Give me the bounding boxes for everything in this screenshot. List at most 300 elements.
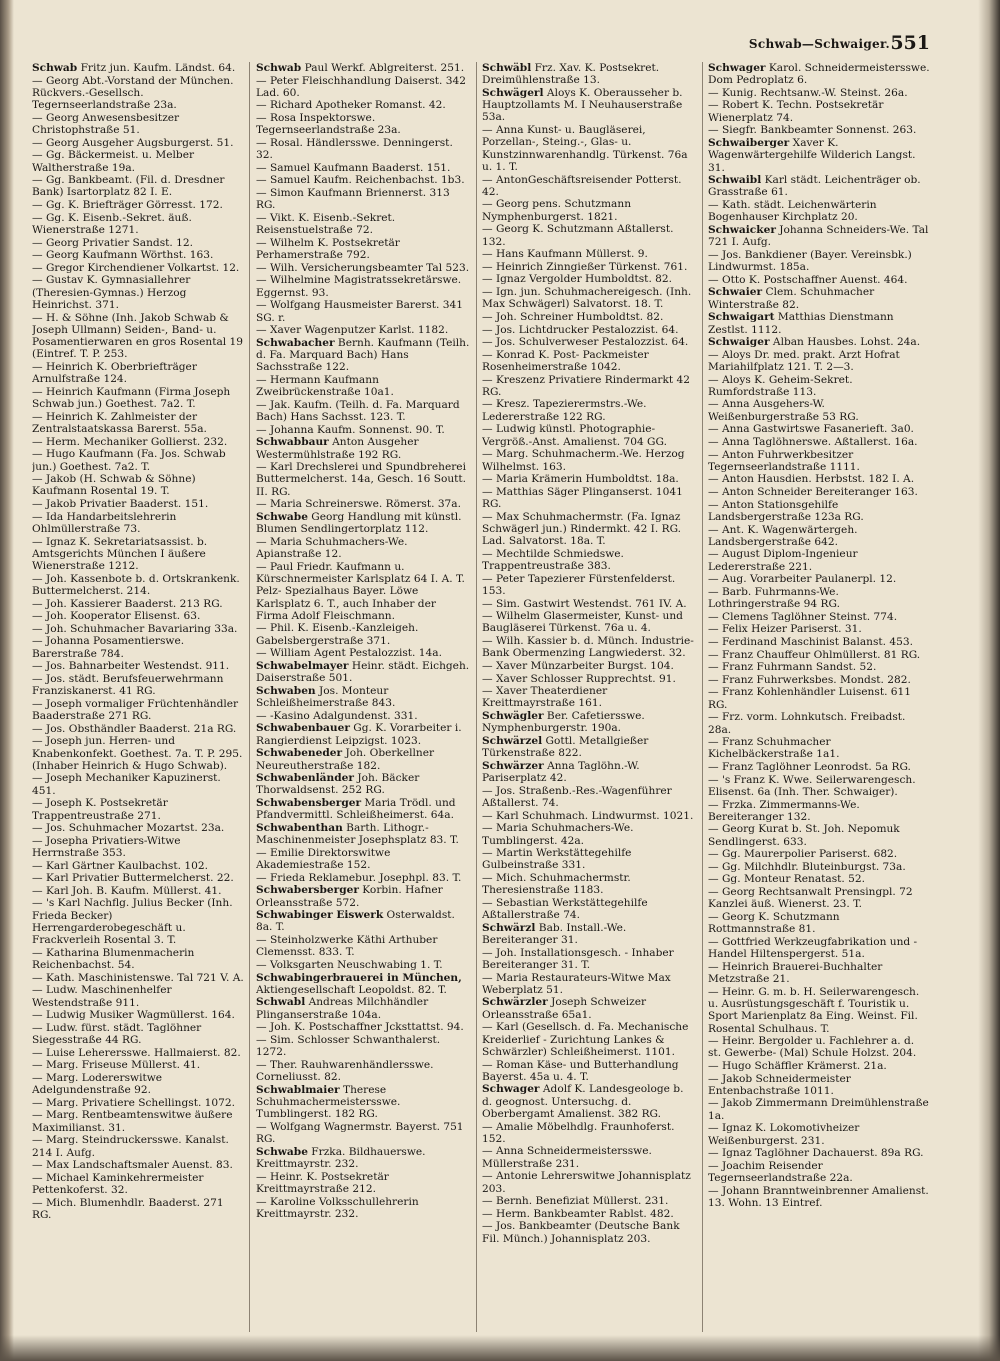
entry-text: — Joachim Reisender Tegernseerlandstraße 22a. bbox=[708, 1159, 853, 1185]
entry-text: Anna Taglöhn.-W. Pariserplatz 42. bbox=[482, 759, 640, 785]
directory-entry bbox=[32, 1097, 244, 1109]
entry-text: — Georg Anwesensbesitzer Christophstraße 51. bbox=[32, 111, 180, 137]
entry-text: — Kath. Maschinistenswe. Tal 721 V. A. bbox=[32, 971, 244, 984]
entry-text: — Rosa Inspektorswe. Tegernseerlandstraße 23a. bbox=[256, 112, 401, 137]
entry-text: — Xaver Wagenputzer Karlst. 1182. bbox=[256, 324, 449, 337]
directory-entry bbox=[32, 1059, 244, 1071]
entry-text: Gg. K. Vorarbeiter i. Rangierdienst Leipzigst. 1023. bbox=[256, 722, 462, 747]
entry-text: — August Diplom-Ingenieur Ledererstraße 221. bbox=[708, 548, 858, 573]
directory-entry bbox=[482, 947, 696, 972]
entry-text: Karol. Schneidermeistersswe. Dom Pedroplatz 6. bbox=[708, 62, 930, 87]
entry-text: — Bernh. Benefiziat Müllerst. 231. bbox=[482, 1195, 669, 1208]
entry-text: — -Kasino Adalgundenst. 331. bbox=[256, 709, 418, 722]
entry-text: — Joh. Schuhmacher Bavariaring 33a. bbox=[32, 622, 238, 635]
directory-entry-head bbox=[256, 909, 470, 934]
entry-text: — Georg K. Schutzmann Aßtallerst. 132. bbox=[482, 223, 674, 248]
entry-text: — Kunig. Rechtsanw.-W. Steinst. 26a. bbox=[708, 86, 908, 99]
entry-text: Jos. Monteur Schleißheimerstraße 843. bbox=[256, 684, 396, 710]
entry-text: — Josepha Privatiers-Witwe Herrnstraße 353. bbox=[32, 834, 181, 860]
directory-entry bbox=[708, 436, 930, 448]
entry-text: — Karl Joh. B. Kaufm. Müllerst. 41. bbox=[32, 884, 222, 897]
entry-surname: Schwärzel bbox=[482, 734, 543, 747]
directory-entry bbox=[482, 1145, 696, 1170]
directory-entry bbox=[708, 249, 930, 274]
entry-text: — Gottfried Werkzeugfabrikation und -Handel Hiltenspergerst. 51a. bbox=[708, 935, 918, 961]
page-gutter-shadow bbox=[0, 0, 14, 1361]
directory-entry-head bbox=[482, 1083, 696, 1120]
entry-text: — Georg Rechtsanwalt Prensingpl. 72 Kanzlei äuß. Wienerst. 23. T. bbox=[708, 886, 913, 911]
directory-entry bbox=[32, 573, 244, 598]
entry-text: — Jos. Obsthändler Baaderst. 21a RG. bbox=[32, 722, 237, 735]
entry-text: — Joh. Kooperator Elisenst. 63. bbox=[32, 610, 201, 623]
directory-entry bbox=[482, 223, 696, 248]
entry-text: — Ludw. Maschinenhelfer Westendstraße 911. bbox=[32, 984, 172, 1009]
entry-text: Heinr. städt. Eichgeh. Daiserstraße 501. bbox=[256, 659, 470, 685]
entry-text: — Georg Kaufmann Wörthst. 163. bbox=[32, 249, 214, 262]
entry-text: Fritz jun. Kaufm. Ländst. 64. bbox=[77, 62, 236, 74]
entry-text: — Georg Kurat b. St. Joh. Nepomuk Sendlingerst. 633. bbox=[708, 823, 900, 848]
directory-entry-head bbox=[256, 972, 470, 997]
directory-entry bbox=[708, 1035, 930, 1060]
entry-text: — Ignaz Taglöhner Dachauerst. 89a RG. bbox=[708, 1147, 924, 1160]
directory-entry bbox=[482, 286, 696, 311]
directory-entry bbox=[482, 349, 696, 374]
entry-text: — Robert K. Techn. Postsekretär Wienerplatz 74. bbox=[708, 99, 884, 124]
entry-surname: Schwabe bbox=[256, 1145, 308, 1158]
entry-text: Ber. Cafetiersswe. Nymphenburgerstr. 190a. bbox=[482, 710, 645, 735]
entry-text: — Marg. Privatiere Schellingst. 1072. bbox=[32, 1096, 236, 1109]
entry-surname: Schwaibl bbox=[708, 174, 762, 187]
entry-text: — Ludwig künstl. Photographie-Vergröß.-Anst. Amalienst. 704 GG. bbox=[482, 423, 667, 448]
directory-entry-head bbox=[482, 922, 696, 947]
entry-text: — Aloys Dr. med. prakt. Arzt Hofrat Mariahilfplatz 121. T. 2—3. bbox=[708, 348, 900, 373]
entry-text: Bab. Install.-We. Bereiteranger 31. bbox=[482, 921, 627, 947]
entry-text: Therese Schuhmachermeistersswe. Tumblingerst. 182 RG. bbox=[256, 1083, 401, 1121]
entry-surname: Schwabersberger bbox=[256, 884, 359, 897]
directory-entry-head bbox=[256, 996, 470, 1021]
directory-entry bbox=[32, 473, 244, 498]
entry-text: — Sim. Schlosser Schwanthalerst. 1272. bbox=[256, 1033, 441, 1059]
entry-text: — 's Karl Nachflg. Julius Becker (Inh. Frieda Becker) Herrengarderobegeschäft u. Frackverleih Rosental 3. T. bbox=[32, 897, 233, 947]
directory-entry bbox=[482, 810, 696, 822]
entry-text: Frzka. Bildhauerswe. Kreittmayrstr. 232. bbox=[256, 1145, 426, 1171]
entry-text: — Heinrich Brauerei-Buchhalter Metzstraße 21. bbox=[708, 960, 883, 986]
entry-text: — Wolfgang Hausmeister Barerst. 341 SG. r. bbox=[256, 299, 463, 324]
entry-text: Alban Hausbes. Lohst. 24a. bbox=[769, 336, 921, 349]
entry-text: — H. & Söhne (Inh. Jakob Schwab & Joseph Ullmann) Seiden-, Band- u. Posamentierwaren en gros Rosental 19 (Eintref. T. P. 253. bbox=[32, 311, 244, 361]
directory-entry bbox=[708, 649, 930, 661]
directory-entry bbox=[256, 872, 470, 884]
directory-entry bbox=[482, 598, 696, 610]
directory-entry bbox=[32, 511, 244, 536]
entry-text: — Otto K. Postschaffner Auenst. 464. bbox=[708, 273, 908, 286]
directory-entry bbox=[256, 112, 470, 137]
entry-text: Joseph Schweizer Orleansstraße 65a1. bbox=[482, 996, 647, 1021]
entry-text: — Siegfr. Bankbeamter Sonnenst. 263. bbox=[708, 124, 917, 137]
entry-text: — Hugo Schäffler Krämerst. 21a. bbox=[708, 1060, 887, 1072]
entry-text: — Gg. K. Briefträger Görresst. 172. bbox=[32, 199, 223, 212]
entry-surname: Schwabingerbrauerei in München, bbox=[256, 971, 462, 984]
entry-text: — Marg. Rentbeamtenswitwe äußere Maximilianst. 31. bbox=[32, 1109, 233, 1134]
entry-surname: Schwaicker bbox=[708, 223, 776, 236]
entry-text: Barth. Lithogr.-Maschinenmeister Josephsplatz 83. T. bbox=[256, 821, 459, 847]
entry-text: — Maria Krämerin Humboldtst. 18a. bbox=[482, 473, 679, 486]
directory-entry bbox=[482, 1208, 696, 1220]
directory-entry bbox=[708, 524, 930, 549]
directory-entry bbox=[32, 972, 244, 984]
directory-entry-head bbox=[482, 87, 696, 124]
directory-entry bbox=[708, 799, 930, 824]
entry-text: — Karl Schuhmach. Lindwurmst. 1021. bbox=[482, 809, 694, 822]
directory-entry bbox=[256, 187, 470, 212]
directory-entry bbox=[708, 449, 930, 474]
entry-text: — Jos. Bankdiener (Bayer. Vereinsbk.) Lindwurmst. 185a. bbox=[708, 248, 912, 274]
directory-entry bbox=[482, 198, 696, 223]
directory-entry bbox=[708, 873, 930, 885]
entry-text: — Richard Apotheker Romanst. 42. bbox=[256, 99, 446, 112]
entry-text: — Gg. Monteur Renatast. 52. bbox=[708, 873, 866, 886]
entry-surname: Schwaben bbox=[256, 684, 316, 697]
directory-entry bbox=[256, 1121, 470, 1146]
directory-entry bbox=[708, 1122, 930, 1147]
entry-text: — Emilie Direktorswitwe Akademiestraße 152. bbox=[256, 846, 391, 872]
directory-entry bbox=[256, 1196, 470, 1221]
directory-entry bbox=[482, 822, 696, 847]
entry-text: Johanna Schneiders-We. Tal 721 I. Aufg. bbox=[708, 223, 929, 249]
directory-entry bbox=[32, 885, 244, 897]
directory-entry bbox=[708, 674, 930, 686]
entry-text: Xaver K. Wagenwärtergehilfe Wilderich Langst. 31. bbox=[708, 136, 916, 174]
directory-entry bbox=[32, 212, 244, 237]
entry-text: — Amalie Möbelhdlg. Fraunhoferst. 152. bbox=[482, 1120, 675, 1145]
entry-text: — Martin Werkstättegehilfe Gulbeinstraße 331. bbox=[482, 847, 632, 872]
directory-entry bbox=[32, 436, 244, 448]
directory-entry bbox=[708, 636, 930, 648]
entry-text: — Michael Kaminkehrermeister Pettenkoferst. 32. bbox=[32, 1171, 204, 1197]
page-edge-shadow bbox=[978, 0, 1000, 1361]
directory-entry bbox=[708, 1185, 930, 1210]
directory-entry bbox=[256, 461, 470, 498]
directory-entry bbox=[32, 673, 244, 698]
entry-text: — Marg. Schuhmacherm.-We. Herzog Wilhelmst. 163. bbox=[482, 448, 685, 473]
entry-text: — Ign. jun. Schuhmachereigesch. (Inh. Max Schwägerl) Salvatorst. 18. T. bbox=[482, 286, 692, 311]
directory-entry bbox=[32, 698, 244, 723]
directory-entry bbox=[256, 1059, 470, 1084]
entry-text: — Heinr. G. m. b. H. Seilerwarengesch. u. Ausrüstungsgeschäft f. Touristik u. Sport Marienplatz 8a Eing. Weinst. Fil. Rosental Schulhaus. T. bbox=[708, 985, 920, 1035]
directory-entry bbox=[482, 785, 696, 810]
directory-entry bbox=[482, 261, 696, 273]
directory-entry bbox=[708, 1097, 930, 1122]
entry-text: — Georg pens. Schutzmann Nymphenburgerst. 1821. bbox=[482, 198, 632, 223]
entry-text: — Franz Kohlenhändler Luisenst. 611 RG. bbox=[708, 686, 912, 711]
entry-text: — Gregor Kirchendiener Volkartst. 12. bbox=[32, 261, 240, 274]
directory-entry bbox=[708, 1147, 930, 1159]
entry-text: — Karl Gärtner Kaulbachst. 102. bbox=[32, 859, 208, 872]
directory-entry-head bbox=[256, 436, 470, 461]
entry-text: — Heinr. Bergolder u. Fachlehrer a. d. st. Gewerbe- (Mal) Schule Holzst. 204. bbox=[708, 1035, 917, 1060]
directory-entry bbox=[32, 822, 244, 834]
directory-entry-head bbox=[708, 137, 930, 174]
entry-text: — Ignaz K. Lokomotivheizer Weißenburgerst. 231. bbox=[708, 1122, 860, 1147]
entry-surname: Schwab bbox=[256, 62, 302, 74]
directory-entry bbox=[32, 723, 244, 735]
directory-entry bbox=[482, 473, 696, 485]
directory-entry-head bbox=[256, 660, 470, 685]
entry-surname: Schwäbl bbox=[482, 62, 532, 74]
entry-text: — Franz Taglöhner Leonrodst. 5a RG. bbox=[708, 761, 911, 774]
entry-text: — Ludw. fürst. städt. Taglöhner Siegesstraße 44 RG. bbox=[32, 1021, 202, 1047]
entry-text: — Maria Restaurateurs-Witwe Max Weberplatz 51. bbox=[482, 971, 671, 996]
entry-text: — Mich. Blumenhdlr. Baaderst. 271 RG. bbox=[32, 1196, 224, 1222]
entry-text: Anton Ausgeher Westermühlstraße 192 RG. bbox=[256, 436, 419, 461]
directory-entry-head bbox=[256, 1084, 470, 1121]
entry-text: — Franz Fuhrmann Sandst. 52. bbox=[708, 661, 877, 674]
entry-surname: Schwager bbox=[708, 62, 766, 74]
directory-entry bbox=[256, 561, 470, 622]
directory-entry bbox=[482, 486, 696, 511]
entry-text: — Matthias Säger Plinganserst. 1041 RG. bbox=[482, 485, 683, 511]
entry-text: — Joh. Kassierer Baaderst. 213 RG. bbox=[32, 597, 223, 610]
entry-text: — Johanna Posamentierswe. Barerstraße 784. bbox=[32, 635, 185, 660]
entry-text: — Ther. Rauhwarenhändlersswe. Corneliusst. 82. bbox=[256, 1058, 434, 1084]
directory-entry bbox=[708, 423, 930, 435]
entry-text: Clem. Schuhmacher Winterstraße 82. bbox=[708, 286, 875, 311]
directory-entry bbox=[256, 399, 470, 424]
entry-text: — Xaver Münzarbeiter Burgst. 104. bbox=[482, 659, 674, 672]
directory-entry bbox=[708, 499, 930, 524]
directory-entry bbox=[32, 1072, 244, 1097]
entry-text: — Karoline Volksschullehrerin Kreittmayrstr. 232. bbox=[256, 1195, 419, 1220]
entry-text: — Ludwig Musiker Wagmüllerst. 164. bbox=[32, 1009, 235, 1022]
entry-text: — Herm. Mechaniker Gollierst. 232. bbox=[32, 435, 228, 448]
directory-entry-head bbox=[708, 62, 930, 87]
directory-entry-head bbox=[708, 174, 930, 199]
entry-text: — Hans Kaufmann Müllerst. 9. bbox=[482, 248, 648, 261]
directory-entry bbox=[482, 673, 696, 685]
entry-text: — Heinrich K. Oberbriefträger Arnulfstraße 124. bbox=[32, 360, 197, 386]
directory-entry bbox=[482, 1220, 696, 1245]
directory-entry bbox=[708, 274, 930, 286]
entry-text: Karl städt. Leichenträger ob. Grasstraße 61. bbox=[708, 174, 921, 199]
entry-text: — Ignaz Vergolder Humboldtst. 82. bbox=[482, 273, 673, 286]
directory-entry bbox=[32, 112, 244, 137]
directory-entry bbox=[256, 1021, 470, 1033]
entry-text: — Ferdinand Maschinist Balanst. 453. bbox=[708, 635, 914, 648]
entry-surname: Schwabenthan bbox=[256, 821, 343, 834]
directory-entry bbox=[708, 986, 930, 1035]
entry-text: Maria Trödl. und Pfandvermittl. Schleißheimerst. 64a. bbox=[256, 797, 456, 822]
entry-text: — Jos. Schulverweser Pestalozzist. 64. bbox=[482, 336, 689, 349]
entry-text: — Johanna Kaufm. Sonnenst. 90. T. bbox=[256, 423, 445, 436]
page-header bbox=[0, 30, 980, 56]
directory-column-2 bbox=[256, 62, 470, 1342]
directory-entry bbox=[32, 872, 244, 884]
entry-text: — Heinrich K. Zahlmeister der Zentralstaatskassa Barerst. 55a. bbox=[32, 410, 207, 436]
entry-text: — Wolfgang Wagnermstr. Bayerst. 751 RG. bbox=[256, 1120, 464, 1146]
entry-text: — Xaver Schlosser Rupprechtst. 91. bbox=[482, 672, 676, 685]
entry-text: — Anton Hausdien. Herbstst. 182 I. A. bbox=[708, 473, 915, 486]
directory-entry bbox=[256, 324, 470, 336]
page-bottom-shadow bbox=[0, 1335, 1000, 1361]
entry-text: — Frz. vorm. Lohnkutsch. Freibadst. 28a. bbox=[708, 711, 906, 736]
entry-text: — Konrad K. Post- Packmeister Rosenheimerstraße 1042. bbox=[482, 348, 649, 373]
entry-text: — Luise Leherersswe. Hallmaierst. 82. bbox=[32, 1046, 241, 1059]
directory-entry-head bbox=[708, 336, 930, 348]
entry-text: — Anna Taglöhnerswe. Aßtallerst. 16a. bbox=[708, 435, 918, 448]
entry-text: — Joseph Mechaniker Kapuzinerst. 451. bbox=[32, 772, 221, 797]
directory-entry bbox=[482, 685, 696, 710]
entry-text: — Vikt. K. Eisenb.-Sekret. Reisenstuelstraße 72. bbox=[256, 211, 396, 237]
directory-entry bbox=[482, 972, 696, 997]
directory-entry bbox=[32, 199, 244, 211]
entry-text: — Kresz. Tapezierermstrs.-We. Ledererstraße 122 RG. bbox=[482, 398, 647, 423]
directory-entry bbox=[708, 623, 930, 635]
directory-entry bbox=[32, 411, 244, 436]
directory-entry-head bbox=[256, 511, 470, 536]
entry-text: — Jakob Schneidermeister Entenbachstraße 1011. bbox=[708, 1072, 851, 1097]
directory-entry bbox=[32, 361, 244, 386]
entry-text: — Mich. Schuhmachermstr. Theresienstraße 1183. bbox=[482, 871, 631, 897]
entry-text: — Joseph vormaliger Früchtenhändler Baaderstraße 271 RG. bbox=[32, 697, 239, 723]
entry-text: — Marg. Friseuse Müllerst. 41. bbox=[32, 1059, 201, 1072]
directory-entry-head bbox=[256, 337, 470, 374]
entry-text: — Hermann Kaufmann Zweibrückenstraße 10a1. bbox=[256, 373, 394, 399]
entry-text: — Gg. Bäckermeist. u. Melber Waltherstraße 19a. bbox=[32, 149, 195, 174]
entry-text: — Samuel Kaufmann Baaderst. 151. bbox=[256, 161, 451, 174]
directory-entry bbox=[482, 573, 696, 598]
directory-entry bbox=[256, 1171, 470, 1196]
directory-entry-head bbox=[256, 62, 470, 74]
entry-text: — Joh. Installationsgesch. - Inhaber Bereiteranger 31. T. bbox=[482, 946, 674, 971]
entry-text: — Jos. Straßenb.-Res.-Wagenführer Aßtallerst. 74. bbox=[482, 784, 672, 810]
entry-text: — Wilh. Versicherungsbeamter Tal 523. bbox=[256, 261, 470, 274]
directory-entry-head bbox=[32, 62, 244, 74]
directory-entry-head bbox=[482, 62, 696, 87]
entry-text: — Hugo Kaufmann (Fa. Jos. Schwab jun.) Goethest. 7a2. T. bbox=[32, 448, 226, 473]
directory-entry bbox=[32, 772, 244, 797]
entry-text: — Simon Kaufmann Briennerst. 313 RG. bbox=[256, 187, 450, 212]
entry-text: — Kreszenz Privatiere Rindermarkt 42 RG. bbox=[482, 373, 691, 398]
column-divider bbox=[702, 62, 703, 1332]
directory-entry-head bbox=[256, 772, 470, 797]
directory-entry bbox=[256, 622, 470, 647]
directory-entry bbox=[256, 274, 470, 299]
directory-entry bbox=[256, 1034, 470, 1059]
directory-entry bbox=[32, 536, 244, 573]
entry-text: — Rosal. Händlersswe. Denningerst. 32. bbox=[256, 136, 453, 162]
entry-text: Gottl. Metallgießer Türkenstraße 822. bbox=[482, 734, 649, 760]
directory-entry bbox=[708, 349, 930, 374]
directory-column-3 bbox=[482, 62, 696, 1342]
directory-entry bbox=[708, 611, 930, 623]
directory-entry bbox=[708, 736, 930, 761]
entry-text: — Joseph K. Postsekretär Trappentreustraße 271. bbox=[32, 797, 168, 822]
directory-entry-head bbox=[256, 685, 470, 710]
entry-text: — Franz Chauffeur Ohlmüllerst. 81 RG. bbox=[708, 648, 921, 661]
directory-entry-head bbox=[256, 797, 470, 822]
directory-entry bbox=[32, 598, 244, 610]
entry-surname: Schwabbaur bbox=[256, 436, 329, 449]
directory-entry bbox=[708, 99, 930, 124]
directory-entry bbox=[32, 635, 244, 660]
directory-entry bbox=[482, 610, 696, 635]
entry-text: — Ant. K. Wagenwärtergeh. Landsbergerstraße 642. bbox=[708, 523, 858, 548]
directory-column-1 bbox=[32, 62, 244, 1342]
directory-entry bbox=[482, 511, 696, 548]
entry-text: — Anton Stationsgehilfe Landsbergerstraße 123a RG. bbox=[708, 498, 864, 523]
directory-entry bbox=[32, 1172, 244, 1197]
entry-text: Frz. Xav. K. Postsekret. Dreimühlenstraße 13. bbox=[482, 62, 660, 87]
entry-text: — Antonie Lehrerswitwe Johannisplatz 203. bbox=[482, 1170, 691, 1195]
directory-entry bbox=[32, 1197, 244, 1222]
entry-text: — Gg. Maurerpolier Pariserst. 682. bbox=[708, 848, 898, 861]
entry-text: — Peter Tapezierer Fürstenfelderst. 153. bbox=[482, 572, 676, 597]
entry-text: — Marg. Steindruckersswe. Kanalst. 214 I. Aufg. bbox=[32, 1134, 229, 1159]
directory-entry-head bbox=[256, 747, 470, 772]
entry-text: — Anna Ausgehers-W. Weißenburgerstraße 53 RG. bbox=[708, 398, 859, 423]
entry-text: — Heinrich Zinngießer Türkenst. 761. bbox=[482, 260, 688, 273]
entry-surname: Schwaigart bbox=[708, 311, 775, 324]
directory-entry bbox=[256, 137, 470, 162]
directory-entry bbox=[256, 75, 470, 100]
entry-text: — Heinrich Kaufmann (Firma Joseph Schwab jun.) Goethest. 7a2. T. bbox=[32, 385, 231, 411]
directory-entry-head bbox=[708, 311, 930, 336]
entry-text: — Wilhelmine Magistratssekretärswe. Eggernst. 93. bbox=[256, 274, 462, 299]
entry-text: Aloys K. Oberausseher b. Hauptzollamts M. I Neuhauserstraße 53a. bbox=[482, 86, 683, 124]
directory-entry bbox=[708, 374, 930, 399]
entry-surname: Schwager bbox=[482, 1083, 540, 1096]
entry-text: — Georg K. Schutzmann Rottmannstraße 81. bbox=[708, 910, 840, 936]
directory-entry bbox=[256, 536, 470, 561]
entry-text: — Barb. Fuhrmanns-We. Lothringerstraße 94 RG. bbox=[708, 585, 840, 611]
directory-entry bbox=[32, 835, 244, 860]
entry-text: Osterwaldst. 8a. T. bbox=[256, 909, 455, 934]
entry-text: — Gg. Bankbeamt. (Fil. d. Dresdner Bank) Isartorplatz 82 I. E. bbox=[32, 174, 225, 199]
entry-text: — Maria Schuhmachers-We. Tumblingerst. 42a. bbox=[482, 822, 634, 847]
directory-entry bbox=[482, 273, 696, 285]
entry-text: — Ida Handarbeitslehrerin Ohlmüllerstraße 73. bbox=[32, 510, 177, 535]
directory-entry bbox=[32, 1109, 244, 1134]
entry-surname: Schwärzl bbox=[482, 921, 536, 934]
directory-entry bbox=[708, 661, 930, 673]
directory-entry bbox=[256, 99, 470, 111]
entry-text: — Joh. Kassenbote b. d. Ortskrankenk. Buttermelcherst. 214. bbox=[32, 572, 240, 597]
entry-text: — Jakob Privatier Baaderst. 151. bbox=[32, 498, 209, 511]
entry-text: — Anna Kunst- u. Baugläserei, Porzellan-, Steing.-, Glas- u. Kunstzinnwarenhandlg. Türkenst. 76a u. 1. T. bbox=[482, 124, 688, 173]
directory-entry bbox=[708, 1073, 930, 1098]
entry-text: — Mechtilde Schmiedswe. Trappentreustraße 383. bbox=[482, 547, 624, 573]
entry-text: — Jos. Bahnarbeiter Westendst. 911. bbox=[32, 660, 230, 673]
directory-entry bbox=[708, 486, 930, 498]
entry-text: — Clemens Taglöhner Steinst. 774. bbox=[708, 610, 898, 623]
directory-entry bbox=[708, 936, 930, 961]
directory-entry bbox=[708, 87, 930, 99]
entry-surname: Schwaier bbox=[708, 286, 763, 299]
directory-entry-head bbox=[256, 1146, 470, 1171]
directory-entry bbox=[32, 237, 244, 249]
entry-text: — AntonGeschäftsreisender Potterst. 42. bbox=[482, 173, 682, 198]
directory-entry bbox=[708, 823, 930, 848]
directory-entry bbox=[482, 1121, 696, 1146]
directory-entry bbox=[708, 711, 930, 736]
entry-text: — Joseph jun. Herren- und Knabenkonfekt. Goethest. 7a. T. P. 295. (Inhaber Heinrich & Hugo Schwab). bbox=[32, 735, 243, 772]
directory-entry bbox=[256, 934, 470, 959]
entry-surname: Schwablmaier bbox=[256, 1083, 340, 1096]
directory-entry bbox=[708, 848, 930, 860]
directory-entry bbox=[32, 1134, 244, 1159]
entry-text: Andreas Milchhändler Plinganserstraße 104a. bbox=[256, 996, 429, 1021]
entry-text: — Joh. Schreiner Humboldtst. 82. bbox=[482, 310, 664, 323]
